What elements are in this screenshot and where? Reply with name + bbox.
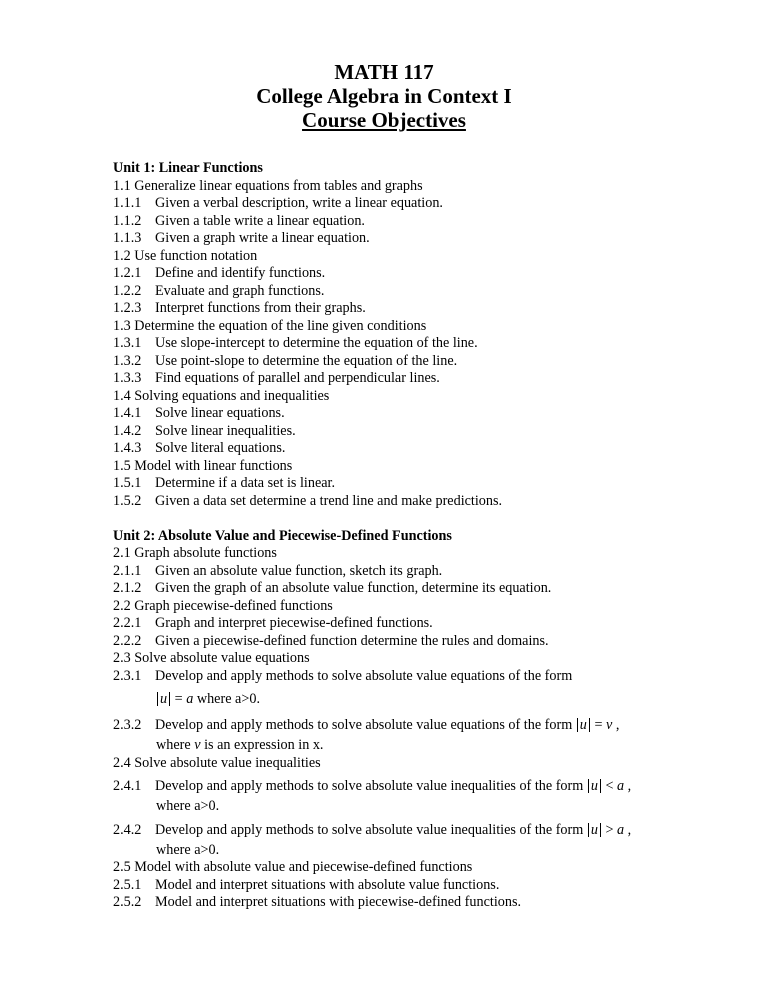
objective-1-5-1: 1.5.1 Determine if a data set is linear. [113, 475, 336, 491]
objective-1-4-3: 1.4.3 Solve literal equations. [113, 440, 286, 456]
objective-1-5-2: 1.5.2 Given a data set determine a trend line and make predictions. [113, 492, 503, 509]
objective-2-1-2: 2.1.2 Given the graph of an absolute value function, determine its equation. [113, 580, 552, 596]
section-1-2: 1.2 Use function notation [113, 247, 258, 264]
objective-1-2-1: 1.2.1 Define and identify functions. [113, 265, 326, 281]
objective-1-3-1: 1.3.1 Use slope-intercept to determine the equation of the line. [113, 335, 478, 351]
document-header [0, 60, 768, 132]
section-1-1: 1.1 Generalize linear equations from tables and graphs [113, 177, 423, 194]
objective-2-3-2-continuation: where v is an expression in x. [156, 737, 324, 753]
objective-2-5-1: 2.5.1 Model and interpret situations with absolute value functions. [113, 876, 500, 893]
section-2-2: 2.2 Graph piecewise-defined functions [113, 597, 333, 614]
objective-2-1-1: 2.1.1 Given an absolute value function, sketch its graph. [113, 562, 443, 579]
objective-2-4-1-continuation: where a>0. [156, 798, 220, 814]
objective-2-4-2-continuation: where a>0. [156, 841, 220, 858]
section-2-3: 2.3 Solve absolute value equations [113, 650, 310, 666]
objective-1-3-2: 1.3.2 Use point-slope to determine the equation of the line. [113, 352, 458, 369]
objective-2-2-1: 2.2.1 Graph and interpret piecewise-defined functions. [113, 615, 433, 631]
section-1-5: 1.5 Model with linear functions [113, 457, 293, 474]
unit-1-heading: Unit 1: Linear Functions [113, 160, 263, 176]
section-2-5: 2.5 Model with absolute value and piecewise-defined functions [113, 859, 473, 875]
objective-2-4-1: 2.4.1 Develop and apply methods to solve absolute value inequalities of the form u < a , [113, 778, 632, 794]
objective-1-4-1: 1.4.1 Solve linear equations. [113, 405, 285, 421]
objective-2-3-1-formula: u = a where a>0. [113, 688, 713, 711]
course-title: College Algebra in Context I [256, 84, 512, 108]
objective-2-3-1: 2.3.1 Develop and apply methods to solve absolute value equations of the form [113, 667, 573, 684]
course-number: MATH 117 [334, 60, 434, 84]
section-1-4: 1.4 Solving equations and inequalities [113, 387, 330, 404]
objective-2-2-2: 2.2.2 Given a piecewise-defined function determine the rules and domains. [113, 632, 549, 649]
objective-2-5-2: 2.5.2 Model and interpret situations with piecewise-defined functions. [113, 894, 522, 910]
objective-1-1-3: 1.1.3 Given a graph write a linear equation. [113, 230, 370, 246]
section-1-3: 1.3 Determine the equation of the line given conditions [113, 317, 427, 334]
section-2-1: 2.1 Graph absolute functions [113, 545, 277, 561]
objective-1-2-3: 1.2.3 Interpret functions from their graphs. [113, 300, 366, 316]
objective-2-3-2: 2.3.2 Develop and apply methods to solve absolute value equations of the form u = v , [113, 717, 620, 733]
objective-1-3-3: 1.3.3 Find equations of parallel and perpendicular lines. [113, 370, 440, 386]
unit-2-heading: Unit 2: Absolute Value and Piecewise-Defined Functions [113, 527, 452, 544]
objective-1-2-2: 1.2.2 Evaluate and graph functions. [113, 282, 325, 299]
course-objectives-title: Course Objectives [302, 108, 466, 132]
objective-2-4-2: 2.4.2 Develop and apply methods to solve absolute value inequalities of the form u > a , [113, 821, 632, 838]
objectives-list [113, 160, 713, 912]
section-2-4: 2.4 Solve absolute value inequalities [113, 754, 321, 771]
objective-1-1-2: 1.1.2 Given a table write a linear equation. [113, 212, 365, 229]
unit-spacer [113, 510, 713, 528]
objective-1-4-2: 1.4.2 Solve linear inequalities. [113, 422, 296, 439]
objective-1-1-1: 1.1.1 Given a verbal description, write a linear equation. [113, 195, 443, 211]
